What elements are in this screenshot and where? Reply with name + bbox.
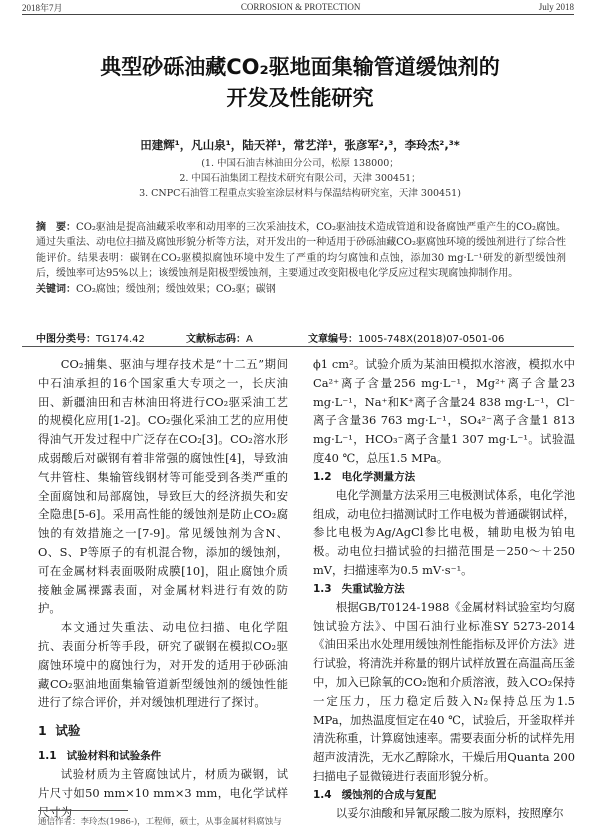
keywords-label: 关键词： — [36, 284, 76, 296]
electrochem-paragraph: 电化学测量方法采用三电极测试体系，电化学池组成，动电位扫描测试时工作电极为普通碳钢试样，参比电极为Ag/AgCl参比电极，辅助电极为铂电极。动电位扫描试验的扫描范围是－250～＋250 mV，扫描速率为0.5 mV·s⁻¹。 — [313, 487, 576, 577]
header-date-en: July 2018 — [538, 2, 574, 12]
intro-paragraph-2: 本文通过失重法、动电位扫描、电化学阻抗、表面分析等手段，研究了碳钢在模拟CO₂驱腐蚀环境中的腐蚀行为，对开发的适用于砂砾油藏CO₂驱油地面集输管道新型缓蚀剂的缓蚀性能进行了综合评价，并对缓蚀机理进行了探讨。 — [38, 620, 288, 710]
footnote-divider — [38, 810, 128, 811]
intro-paragraph-1: CO₂捕集、驱油与埋存技术是“十二五”期间中石油承担的16个国家重大专项之一，长庆油田、新疆油田和吉林油田将进行CO₂驱采油工艺的规模化应用[1-2]。CO₂强化采油工艺的应用使得油气开发过程中广泛存在CO₂[3]。CO₂溶水形成弱酸后对碳钢有着非常强的腐蚀性[4]，导致油气井管柱、集输管线钢材等可能受到各类严重的全面腐蚀和局部腐蚀，导致巨大的经济损失和安全隐患[5-6]。采用高性能的缓蚀剂是防止CO₂腐蚀的有效措施之一[7-9]。常见缓蚀剂为含N、O、S、P等原子的有机混合物，添加的缓蚀剂，可在金属材料表面吸附成膜[10]，阻止腐蚀介质接触金属裸露表面，对金属材料进行有效的防护。 — [38, 357, 288, 616]
author-list: 田建辉¹，凡山泉¹，陆天祥¹，常艺洋¹，张彦军²,³，李玲杰²,³* — [140, 138, 460, 152]
abstract-label: 摘 要： — [36, 222, 77, 233]
synthesis-paragraph: 以妥尔油酸和异氰尿酸二胺为原料，按照摩尔 — [335, 805, 564, 820]
abstract — [36, 220, 566, 297]
materials-paragraph: 试验材质为主管腐蚀试片，材质为碳钢，试片尺寸如50 mm×10 mm×3 mm，电化学试样尺寸为 — [38, 766, 288, 819]
document-code: 文献标志码：A — [186, 334, 253, 345]
running-header — [22, 0, 574, 15]
abstract-text: CO₂驱油是提高油藏采收率和动用率的三次采油技术，CO₂驱油技术造成管道和设备腐蚀严重产生的CO₂腐蚀。通过失重法、动电位扫描及腐蚀形貌分析等方法，对开发出的一种适用于砂砾油藏CO₂驱腐蚀环境的缓蚀剂进行了综合性能评价。结果表明：碳钢在CO₂驱模拟腐蚀环境中发生了严重的均匀腐蚀和点蚀，添加30 mg·L⁻¹研发的新型缓蚀剂后，缓蚀率可达95%以上；该缓蚀剂是阳极型缓蚀剂，主要通过改变阳极电化学反应过程实现腐蚀抑制作用。 — [36, 222, 567, 279]
left-column — [38, 355, 288, 821]
section-1-heading: 1 试验 — [38, 723, 81, 739]
title-line-1: 典型砂砾油藏CO₂驱地面集输管道缓蚀剂的 — [100, 55, 500, 79]
title-line-2: 开发及性能研究 — [226, 86, 374, 110]
section-1-3-heading: 1.3 失重试验方法 — [313, 582, 405, 595]
journal-name: CORROSION & PROTECTION — [240, 2, 361, 12]
section-1-4-heading: 1.4 缓蚀剂的合成与复配 — [313, 788, 437, 801]
affiliation-2: 2. 中国石油集团工程技术研究有限公司，天津 300451； — [179, 173, 421, 184]
weight-loss-paragraph: 根据GB/T0124-1988《金属材料试验室均匀腐蚀试验方法》、中国石油行业标准SY 5273-2014《油田采出水处理用缓蚀剂性能指标及评价方法》进行试验，将清洗并称量的钢片试样放置在高温高压釜中，加入已除氧的CO₂饱和介质溶液，鼓入CO₂保持一定压力，压力稳定后鼓入N₂保持总压为1.5 MPa，加热温度恒定在40 ℃，试验后，开釜取样并清洗称重，计算腐蚀速率。需要表面分析的试样先用超声波清洗，无水乙醇除水，干燥后用Quanta 200扫描电子显微镜进行表面形貌分析。 — [313, 599, 575, 783]
keywords-text: CO₂腐蚀；缓蚀剂；缓蚀效果；CO₂驱；碳钢 — [76, 284, 276, 296]
affiliation-3: 3. CNPC石油管工程重点实验室涂层材料与保温结构研究室，天津 300451) — [139, 188, 461, 199]
clc-number: 中图分类号：TG174.42 — [36, 334, 145, 345]
affiliations — [0, 156, 600, 201]
keywords — [36, 282, 566, 297]
paper-title — [0, 52, 600, 114]
footnote: 通信作者：李玲杰(1986-)，工程师，硕士，从事金属材料腐蚀与 — [38, 817, 282, 827]
header-date: 2018年7月 — [22, 2, 63, 13]
section-1-1-heading: 1.1 试验材料和试验条件 — [38, 749, 162, 762]
affiliation-1: (1. 中国石油吉林油田分公司，松原 138000； — [201, 158, 399, 169]
section-1-2-heading: 1.2 电化学测量方法 — [313, 470, 416, 483]
medium-paragraph: ϕ1 cm²。试验介质为某油田模拟水溶液，模拟水中Ca²⁺离子含量256 mg·L⁻¹，Mg²⁺离子含量23 mg·L⁻¹，Na⁺和K⁺离子含量24 838 mg·L⁻¹，Cl⁻离子含量36 763 mg·L⁻¹，SO₄²⁻离子含量1 813 mg·L⁻¹，HCO₃⁻离子含量1 307 mg·L⁻¹。试验温度40 ℃，总压1.5 MPa。 — [313, 357, 575, 465]
right-column — [313, 355, 575, 823]
divider — [22, 346, 574, 347]
article-number: 文章编号：1005-748X(2018)07-0501-06 — [308, 334, 505, 345]
